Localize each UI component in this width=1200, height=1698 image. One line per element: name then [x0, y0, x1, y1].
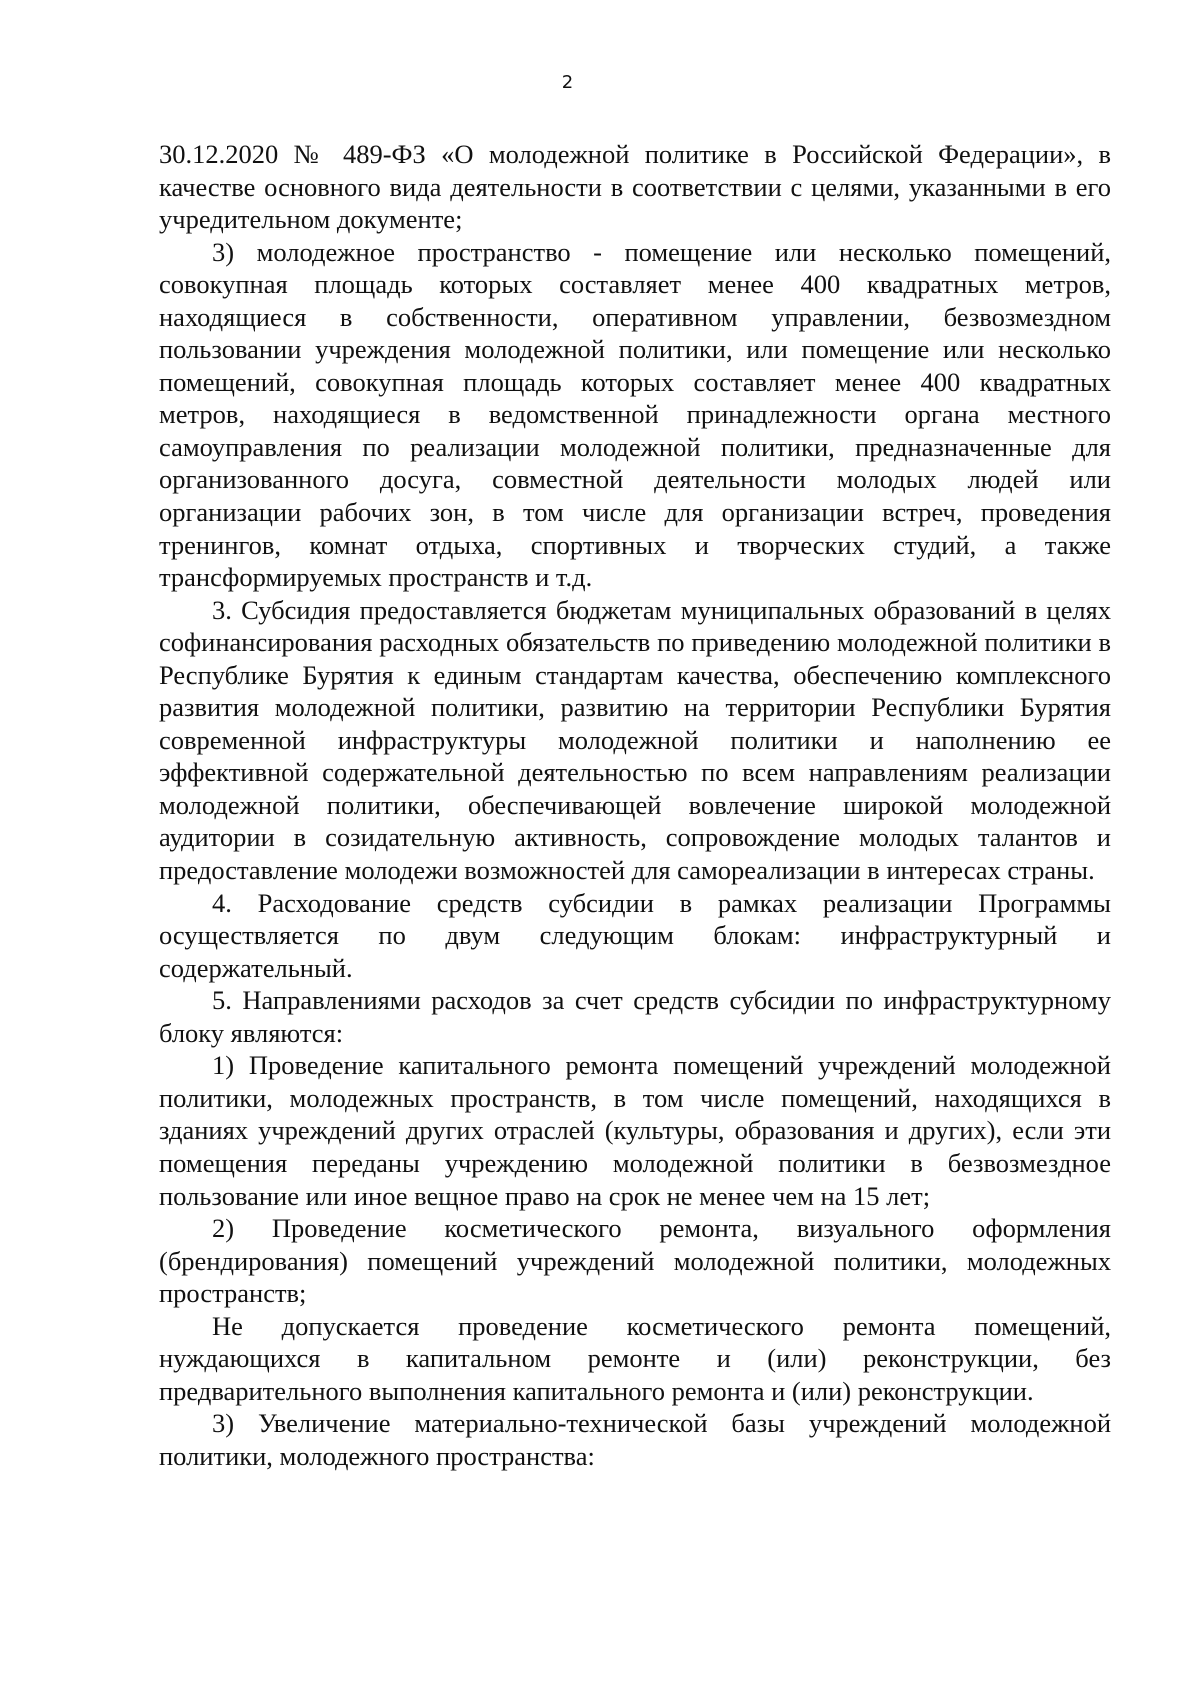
paragraph-subsidy-purpose: 3. Субсидия предоставляется бюджетам муниципальных образований в целях софинансирования расходных обязательств по приведению молодежной политики в Республике Бурятия к единым стандартам качества, обеспечению комплексного развития молодежной политики, развитию на территории Республики Бурятия современной инфраструктуры молодежной политики и наполнению ее эффективной содержательной деятельностью по всем направлениям реализации молодежной политики, обеспечивающей вовлечение широкой молодежной аудитории в созидательную активность, сопровождение молодых талантов и предоставление молодежи возможностей для самореализации в интересах страны. — [159, 594, 1111, 886]
paragraph-cosmetic-restriction: Не допускается проведение косметического ремонта помещений, нуждающихся в капитальном ремонте и (или) реконструкции, без предварительного выполнения капитального ремонта и (или) реконструкции. — [159, 1310, 1111, 1406]
paragraph-infrastructure-directions: 5. Направлениями расходов за счет средств субсидии по инфраструктурному блоку являются: — [159, 985, 1111, 1048]
paragraph-youth-space-definition: 3) молодежное пространство - помещение или несколько помещений, совокупная площадь которых составляет менее 400 квадратных метров, находящиеся в собственности, оперативном управлении, безвозмездном пользовании учреждения молодежной политики, или помещение или несколько помещений, совокупная площадь которых составляет менее 400 квадратных метров, находящиеся в ведомственной принадлежности органа местного самоуправления по реализации молодежной политики, предназначенные для организованного досуга, совместной деятельности молодых людей или организации рабочих зон, в том числе для организации встреч, проведения тренингов, комнат отдыха, спортивных и творческих студий, а также трансформируемых пространств и т.д. — [159, 236, 1111, 593]
paragraph-cosmetic-repair: 2) Проведение косметического ремонта, визуального оформления (брендирования) помещений учреждений молодежной политики, молодежных пространств; — [159, 1213, 1111, 1309]
paragraph-law-reference: 30.12.2020 № 489-ФЗ «О молодежной политике в Российской Федерации», в качестве основного вида деятельности в соответствии с целями, указанными в его учредительном документе; — [159, 139, 1111, 235]
paragraph-subsidy-blocks: 4. Расходование средств субсидии в рамках реализации Программы осуществляется по двум следующим блокам: инфраструктурный и содержательный. — [159, 887, 1111, 983]
paragraph-material-base: 3) Увеличение материально-технической базы учреждений молодежной политики, молодежного пространства: — [159, 1408, 1111, 1471]
document-body — [159, 138, 1111, 1472]
paragraph-capital-repair: 1) Проведение капитального ремонта помещений учреждений молодежной политики, молодежных пространств, в том числе помещений, находящихся в зданиях учреждений других отраслей (культуры, образования и других), если эти помещения переданы учреждению молодежной политики в безвозмездное пользование или иное вещное право на срок не менее чем на 15 лет; — [159, 1050, 1111, 1211]
page-number: 2 — [561, 72, 574, 93]
